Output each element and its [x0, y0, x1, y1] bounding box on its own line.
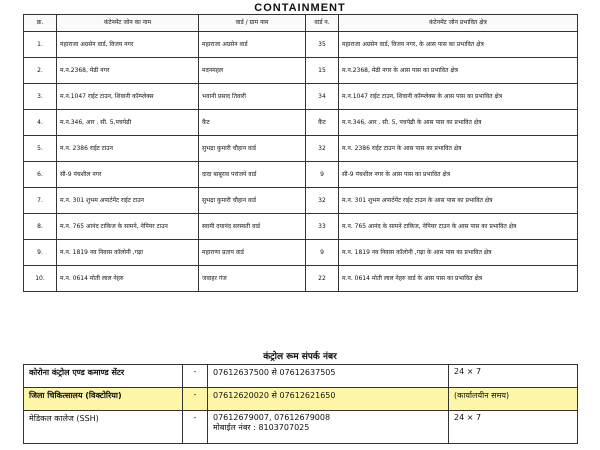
cell-zone: म.न. 765 आनंद टाकिज के सामने, नेपियर टाउन: [57, 214, 199, 240]
cell-area: सी-9 पंचशील नगर के आस पास का प्रभावित क्षेत्र: [339, 162, 578, 188]
cell-zone: महाराजा अग्रसेन वार्ड, विजय नगर: [57, 32, 199, 58]
cell-ward-no: 9: [306, 240, 339, 266]
control-number: 07612637500 से 07612637505: [208, 365, 449, 388]
table-row: [24, 110, 578, 136]
cell-ward: स्वामी दयानंद सरस्वती वार्ड: [199, 214, 306, 240]
cell-area: म.न. 0614 मोती लाल नेहरु वार्ड के आस पास का प्रभावित क्षेत्र: [339, 266, 578, 292]
table-row: [24, 188, 578, 214]
table-row: [24, 136, 578, 162]
cell-area: म.न.2368, मेढी नगर के आस पास का प्रभावित क्षेत्र: [339, 58, 578, 84]
cell-area: म.न. 301 शुभम अपार्टमेंट राईट टाउन के आस पास का प्रभावित क्षेत्र: [339, 188, 578, 214]
control-number: 07612620020 से 07612621650: [208, 388, 449, 411]
table-row: [24, 266, 578, 292]
control-number: 07612679007, 07612679008: [213, 413, 331, 422]
control-time: (कार्यालयीन समय): [449, 388, 578, 411]
cell-area: महाराजा अग्रसेन वार्ड, विजय नगर, के आस पास का प्रभावित क्षेत्र: [339, 32, 578, 58]
control-number-cell: [208, 411, 449, 444]
control-name: जिला चिकित्सालय (विक्टोरिया): [24, 388, 183, 411]
header-zone: कंटेनमेंट जोन का नाम: [57, 15, 199, 32]
cell-sn: 1.: [24, 32, 57, 58]
cell-ward: कैंट: [199, 110, 306, 136]
cell-ward-no: 22: [306, 266, 339, 292]
cell-ward: जवाहर गंज: [199, 266, 306, 292]
page-title: CONTAINMENT: [254, 2, 346, 14]
header-sn: क्र.: [24, 15, 57, 32]
cell-sn: 8.: [24, 214, 57, 240]
cell-sn: 6.: [24, 162, 57, 188]
table-header-row: [24, 15, 578, 32]
control-mobile: मोबाईल नंबर : 8103707025: [213, 423, 310, 432]
table-row: [24, 58, 578, 84]
cell-zone: म.न. 1819 नव निवास कॉलोनी ,गढ़ा: [57, 240, 199, 266]
cell-zone: म.न. 2386 राईट टाउन: [57, 136, 199, 162]
cell-zone: म.न. 0614 मोती लाल नेहरु: [57, 266, 199, 292]
header-ward: वार्ड / ग्राम नाम: [199, 15, 306, 32]
cell-ward-no: 32: [306, 136, 339, 162]
control-row: [24, 365, 578, 388]
cell-ward-no: 32: [306, 188, 339, 214]
cell-ward-no: 15: [306, 58, 339, 84]
containment-table: [23, 14, 578, 292]
control-dash: -: [183, 388, 208, 411]
table-row: [24, 84, 578, 110]
table-row: [24, 214, 578, 240]
table-row: [24, 32, 578, 58]
table-row: [24, 240, 578, 266]
cell-ward-no: 35: [306, 32, 339, 58]
cell-ward-no: 33: [306, 214, 339, 240]
cell-ward-no: 9: [306, 162, 339, 188]
cell-area: म.न.1047 राईट टाउन, शिवानी कॉम्प्लेक्स के आस पास का प्रभावित क्षेत्र: [339, 84, 578, 110]
cell-ward: मदनमहल: [199, 58, 306, 84]
cell-ward: महाराणा प्रताप वार्ड: [199, 240, 306, 266]
control-room-title: कंट्रोल रूम संपर्क नंबर: [263, 352, 337, 362]
control-dash: -: [183, 365, 208, 388]
cell-sn: 2.: [24, 58, 57, 84]
cell-ward-no: कैंट: [306, 110, 339, 136]
cell-zone: सी-9 पंचशील नगर: [57, 162, 199, 188]
control-time: 24 × 7: [449, 411, 578, 444]
cell-sn: 5.: [24, 136, 57, 162]
header-ward-no: वार्ड न.: [306, 15, 339, 32]
cell-ward: भवानी प्रसाद तिवारी: [199, 84, 306, 110]
cell-area: म.न. 1819 नव निवास कॉलोनी ,गढ़ा के आस पास का प्रभावित क्षेत्र: [339, 240, 578, 266]
cell-ward-no: 34: [306, 84, 339, 110]
cell-area: म.न.346, आर . सी. 5, पचपेढी के आस पास का प्रभावित क्षेत्र: [339, 110, 578, 136]
control-dash: -: [183, 411, 208, 444]
cell-zone: म.न.2368, मेढी नगर: [57, 58, 199, 84]
control-row: [24, 388, 578, 411]
cell-sn: 3.: [24, 84, 57, 110]
control-row: [24, 411, 578, 444]
cell-sn: 4.: [24, 110, 57, 136]
control-name: मेडिकल कालेज (SSH): [24, 411, 183, 444]
control-name: कोरोना कंट्रोल एण्ड कमाण्ड सेंटर: [24, 365, 183, 388]
cell-ward: महाराजा अग्रसेन वार्ड: [199, 32, 306, 58]
cell-area: म.न. 765 आनंद के सामने टाकिज, नेपियर टाउन के आस पास का प्रभावित क्षेत्र: [339, 214, 578, 240]
cell-ward: दादा बाबूराव परांजपे वार्ड: [199, 162, 306, 188]
cell-sn: 7.: [24, 188, 57, 214]
cell-sn: 9.: [24, 240, 57, 266]
control-time: 24 × 7: [449, 365, 578, 388]
control-room-table: [23, 364, 578, 444]
cell-area: म.न. 2386 राईट टाउन के आस पास का प्रभावित क्षेत्र: [339, 136, 578, 162]
cell-zone: म.न.346, आर . सी. 5,पचपेढी: [57, 110, 199, 136]
cell-zone: म.न.1047 राईट टाउन, शिवानी कॉम्प्लेक्स: [57, 84, 199, 110]
cell-zone: म.न. 301 शुभम अपार्टमेंट राईट टाउन: [57, 188, 199, 214]
header-area: कंटेनमेंट जोन प्रभावित क्षेत्र: [339, 15, 578, 32]
cell-sn: 10.: [24, 266, 57, 292]
cell-ward: सुभद्रा कुमारी चौहान वार्ड: [199, 188, 306, 214]
table-row: [24, 162, 578, 188]
cell-ward: सुभद्रा कुमारी चौहान वार्ड: [199, 136, 306, 162]
